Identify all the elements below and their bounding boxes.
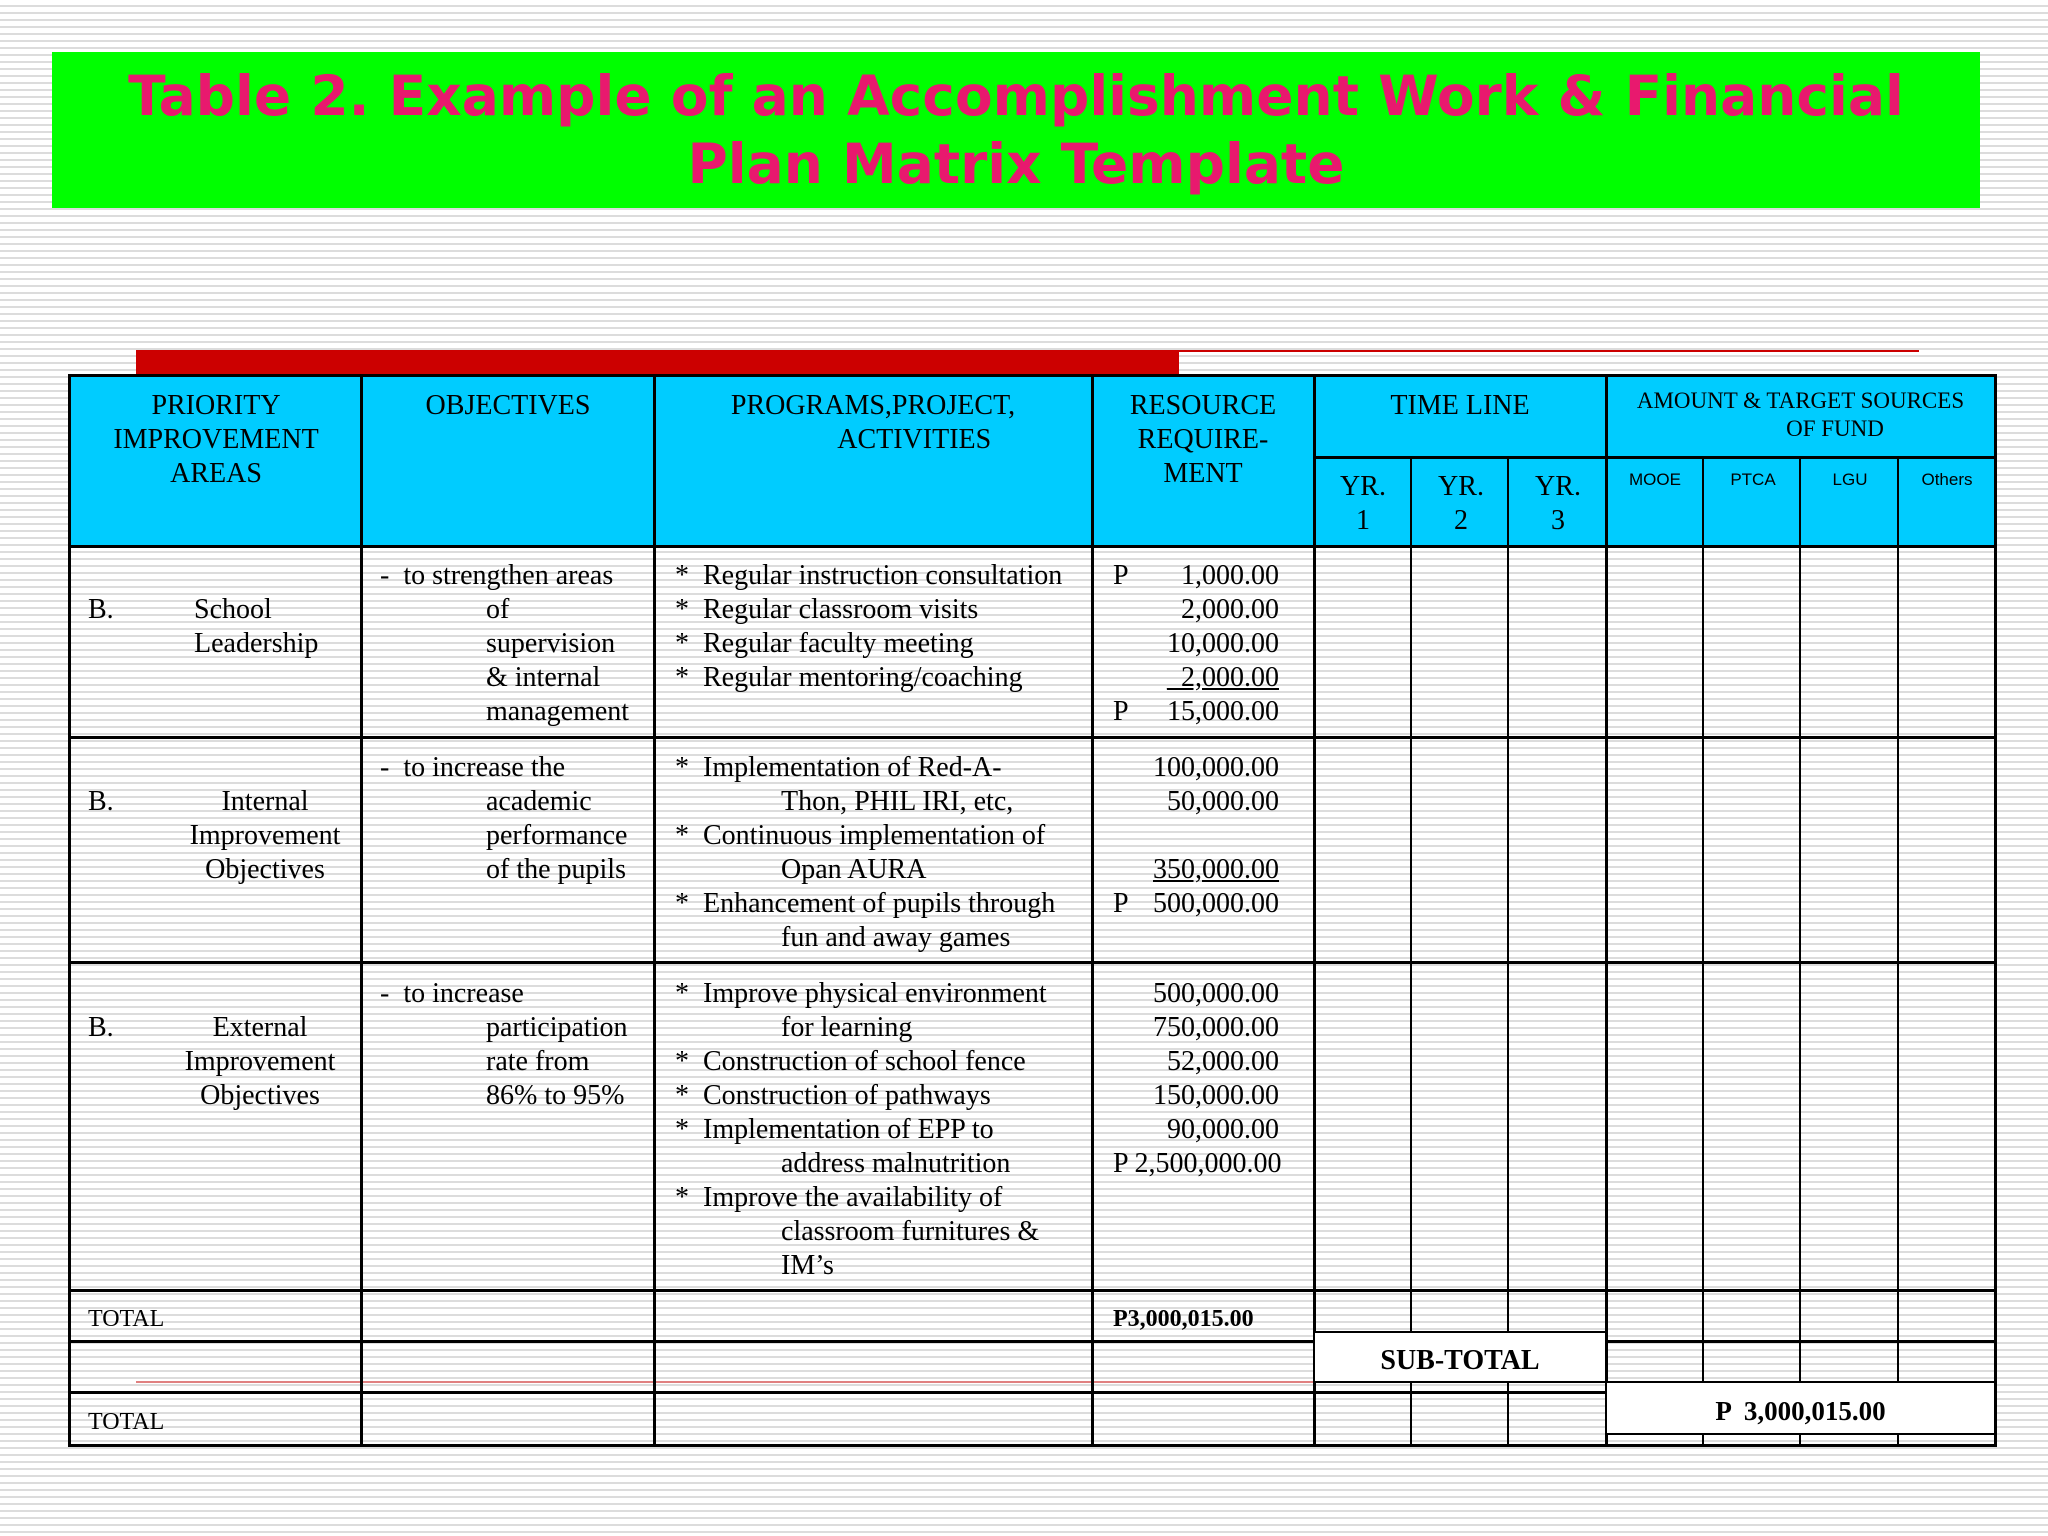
row2-resources <box>1113 751 1279 921</box>
header-ptca: PTCA <box>1730 470 1776 489</box>
subtotal-label: SUB-TOTAL <box>1380 1345 1540 1376</box>
row2-area-letter: B. <box>88 786 114 817</box>
row1-resources <box>1113 559 1279 729</box>
red-accent-line <box>1179 350 1919 352</box>
grid-h-line <box>68 736 1997 739</box>
total-label: TOTAL <box>88 1306 165 1332</box>
program-item: * Implementation of Red-A- <box>675 751 1095 785</box>
grid-v-line <box>360 374 363 1447</box>
resource-line: P 2,500,000.00 <box>1113 1148 1282 1179</box>
resource-line: 52,000.00 <box>1167 1046 1279 1077</box>
objective-line: - to increase the <box>380 752 566 783</box>
header-objectives: OBJECTIVES <box>425 390 591 421</box>
program-item-cont: Thon, PHIL IRI, etc, <box>781 786 1014 817</box>
row3-area <box>170 1011 350 1113</box>
resource-line: 750,000.00 <box>1153 1012 1279 1043</box>
area-line: Improvement <box>189 820 341 851</box>
objective-line: management <box>486 696 630 727</box>
slide-title: Table 2. Example of an Accomplishment Work & Financial Plan Matrix Template <box>128 64 1904 196</box>
area-line: External <box>212 1012 308 1043</box>
row1-programs <box>675 559 1095 695</box>
header-amount-sources: AMOUNT & TARGET SOURCES OF FUND <box>1636 388 1965 441</box>
program-item: * Regular mentoring/coaching <box>675 661 1095 695</box>
total2-label: TOTAL <box>88 1409 165 1435</box>
program-item: * Construction of pathways <box>675 1079 1095 1113</box>
grid-v-line <box>1799 456 1801 1444</box>
row3-area-letter: B. <box>88 1012 114 1043</box>
grid-h-line <box>68 1289 1997 1292</box>
grid-v-line <box>1994 374 1997 1447</box>
grid-h-line <box>68 1340 1997 1343</box>
header-yr3: YR. 3 <box>1535 471 1581 536</box>
row3-programs <box>675 977 1095 1283</box>
red-accent-line-bottom <box>136 1381 1316 1383</box>
row1-area-letter: B. <box>88 594 114 625</box>
header-programs: PROGRAMS,PROJECT, ACTIVITIES <box>730 390 1016 455</box>
grand-total: P 3,000,015.00 <box>1715 1396 1886 1426</box>
objective-line: rate from <box>486 1046 590 1077</box>
area-line: Internal <box>221 786 309 817</box>
grid-v-line <box>1410 456 1412 1444</box>
resource-line: 10,000.00 <box>1167 628 1279 659</box>
header-yr1: YR. 1 <box>1340 471 1386 536</box>
row3-objective <box>380 977 660 1113</box>
grid-h-line <box>68 961 1997 964</box>
objective-line: of the pupils <box>486 854 626 885</box>
row2-area <box>175 785 355 887</box>
resource-line: P 500,000.00 <box>1113 888 1279 919</box>
row2-objective <box>380 751 660 887</box>
area-line: Improvement <box>184 1046 336 1077</box>
objective-line: - to strengthen areas <box>380 560 614 591</box>
objective-line: - to increase <box>380 978 524 1009</box>
resource-line: 2,000.00 <box>1181 594 1279 625</box>
header-mooe: MOOE <box>1629 470 1681 489</box>
grid-v-line <box>1897 456 1899 1444</box>
program-item-cont: classroom furnitures & <box>781 1216 1040 1247</box>
objective-line: of <box>486 594 510 625</box>
header-resource: RESOURCE REQUIRE- MENT <box>1129 390 1277 489</box>
grid-h-line <box>68 374 1997 377</box>
objective-line: participation <box>486 1012 628 1043</box>
grid-h-line <box>68 545 1997 548</box>
row2-programs <box>675 751 1095 955</box>
row1-objective <box>380 559 660 729</box>
grid-v-line <box>1702 456 1704 1444</box>
grid-v-line <box>653 374 656 1447</box>
grid-h-line <box>68 1444 1997 1447</box>
program-item-cont: for learning <box>781 1012 913 1043</box>
header-priority: PRIORITY IMPROVEMENT AREAS <box>113 390 319 489</box>
program-item-cont: IM’s <box>781 1250 834 1281</box>
grid-h-line <box>1313 456 1997 459</box>
resource-line: 100,000.00 <box>1153 752 1279 783</box>
resource-line: 150,000.00 <box>1153 1080 1279 1111</box>
program-item-cont: Opan AURA <box>781 854 927 885</box>
resource-line <box>1113 819 1279 853</box>
program-item: * Continuous implementation of <box>675 819 1095 853</box>
program-item: * Improve the availability of <box>675 1181 1095 1215</box>
grid-v-line <box>68 374 71 1447</box>
header-others: Others <box>1921 470 1973 489</box>
resource-line: 90,000.00 <box>1167 1114 1279 1145</box>
area-line: Objectives <box>205 854 325 885</box>
header-lgu: LGU <box>1832 470 1868 489</box>
resource-line: P 15,000.00 <box>1113 696 1279 727</box>
total-amount: P3,000,015.00 <box>1113 1306 1254 1332</box>
program-item: * Regular faculty meeting <box>675 627 1095 661</box>
resource-line: _2,000.00 <box>1167 662 1279 693</box>
program-item: * Regular classroom visits <box>675 593 1095 627</box>
resource-line: 350,000.00 <box>1153 854 1279 885</box>
resource-line: 50,000.00 <box>1167 786 1279 817</box>
objective-line: & internal <box>486 662 601 693</box>
program-item: * Construction of school fence <box>675 1045 1095 1079</box>
program-item: * Implementation of EPP to <box>675 1113 1095 1147</box>
program-item: * Enhancement of pupils through <box>675 887 1095 921</box>
program-item: * Improve physical environment <box>675 977 1095 1011</box>
area-line: Objectives <box>200 1080 320 1111</box>
objective-line: 86% to 95% <box>486 1080 625 1111</box>
program-item-cont: address malnutrition <box>781 1148 1011 1179</box>
row1-area <box>194 593 318 661</box>
objective-line: performance <box>486 820 628 851</box>
resource-line: 500,000.00 <box>1153 978 1279 1009</box>
program-item: * Regular instruction consultation <box>675 559 1095 593</box>
resource-line: P 1,000.00 <box>1113 560 1279 591</box>
row3-resources <box>1113 977 1287 1181</box>
title-banner <box>52 52 1980 208</box>
area-line: School <box>194 594 272 625</box>
objective-line: academic <box>486 786 592 817</box>
header-timeline: TIME LINE <box>1390 390 1530 421</box>
program-item-cont: fun and away games <box>781 922 1011 953</box>
area-line: Leadership <box>194 628 319 659</box>
red-accent-bar <box>136 350 1179 375</box>
objective-line: supervision <box>486 628 616 659</box>
grid-v-line <box>1507 456 1509 1444</box>
header-yr2: YR. 2 <box>1438 471 1484 536</box>
